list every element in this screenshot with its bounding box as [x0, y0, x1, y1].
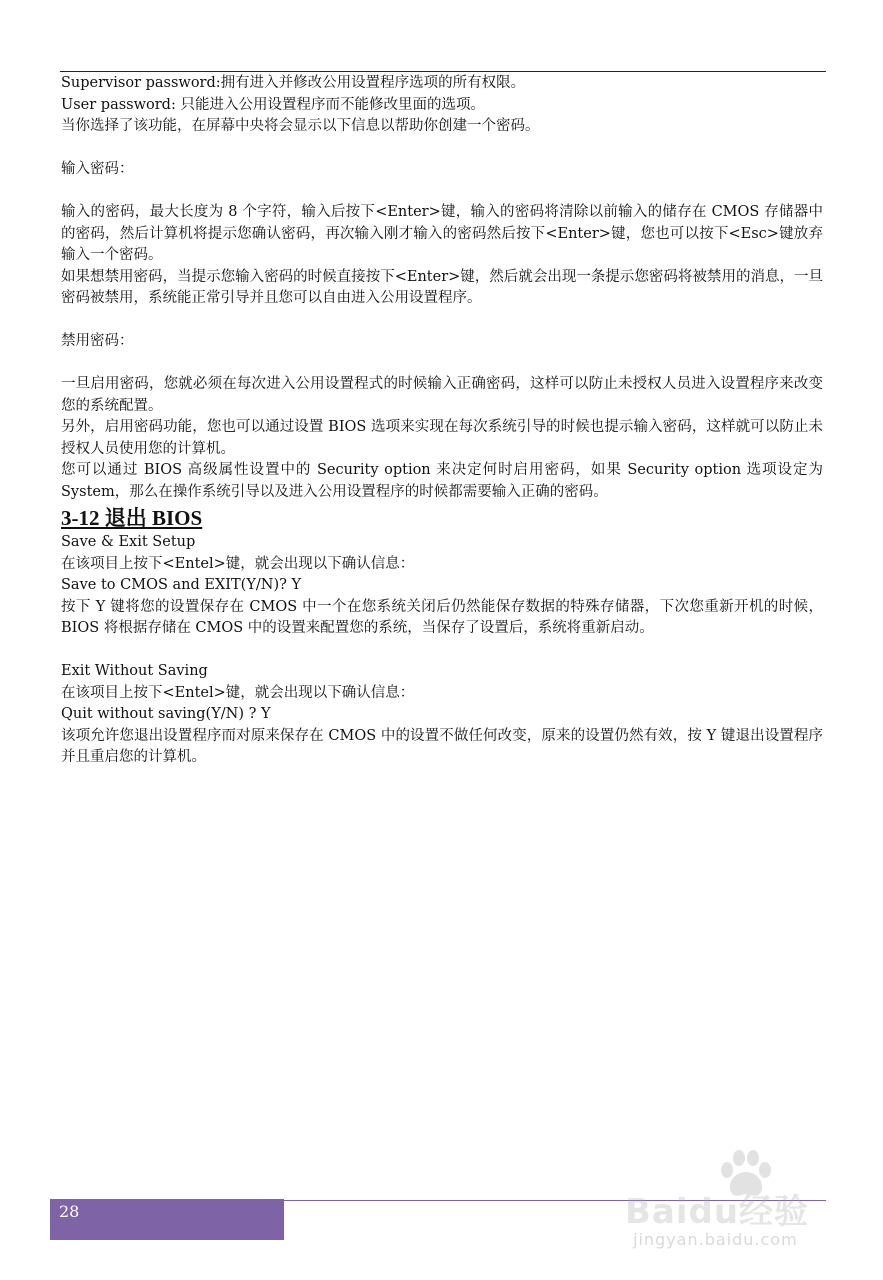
save-exit-instruction: 在该项目上按下<Entel>键，就会出现以下确认信息：	[61, 555, 415, 572]
watermark-brand: Baidu经验	[625, 1192, 810, 1232]
page-content	[61, 73, 823, 769]
exit-nosave-instruction: 在该项目上按下<Entel>键，就会出现以下确认信息：	[61, 684, 415, 701]
section-heading: 3-12 退出 BIOS	[61, 506, 203, 530]
create-password-intro: 当你选择了该功能，在屏幕中央将会显示以下信息以帮助你创建一个密码。	[61, 118, 540, 134]
enter-password-paragraph: 输入的密码，最大长度为 8 个字符，输入后按下<Enter>键，输入的密码将清除以前输入的储存在 CMOS 存储器中的密码，然后计算机将提示您确认密码，再次输入刚才输入的密码然后按下<Enter>键，您也可以按下<Esc>键放弃输入一个密码。	[61, 204, 823, 263]
save-exit-prompt: Save to CMOS and EXIT(Y/N)? Y	[61, 577, 302, 593]
password-paragraph: 您可以通过 BIOS 高级属性设置中的 Security option 来决定何时启用密码，如果 Security option 选项设定为 System，那么在操作系统引导以及进入公用设置程序的时候都需要输入正确的密码。	[61, 462, 823, 500]
header-rule	[60, 71, 826, 72]
exit-nosave-prompt: Quit without saving(Y/N) ? Y	[61, 706, 271, 722]
password-paragraph: 另外，启用密码功能，您也可以通过设置 BIOS 选项来实现在每次系统引导的时候也提示输入密码，这样就可以防止未授权人员使用您的计算机。	[61, 419, 823, 457]
password-paragraph: 一旦启用密码，您就必须在每次进入公用设置程式的时候输入正确密码，这样可以防止未授权人员进入设置程序来改变您的系统配置。	[61, 376, 823, 414]
watermark	[625, 1150, 835, 1255]
save-exit-description: 按下 Y 键将您的设置保存在 CMOS 中一个在您系统关闭后仍然能保存数据的特殊存储器，下次您重新开机的时候，BIOS 将根据存储在 CMOS 中的设置来配置您的系统，当保存了设置后，系统将重新启动。	[61, 598, 823, 636]
user-password-text: User password: 只能进入公用设置程序而不能修改里面的选项。	[61, 96, 485, 113]
exit-nosave-description: 该项允许您退出设置程序而对原来保存在 CMOS 中的设置不做任何改变，原来的设置仍然有效，按 Y 键退出设置程序并且重启您的计算机。	[61, 727, 823, 765]
disable-password-label: 禁用密码：	[61, 333, 134, 349]
enter-password-label: 输入密码：	[61, 161, 134, 177]
page-number: 28	[59, 1202, 80, 1221]
footer-bar	[50, 1199, 284, 1240]
save-exit-title: Save & Exit Setup	[61, 534, 196, 550]
watermark-url: jingyan.baidu.com	[633, 1230, 798, 1249]
disable-password-instructions: 如果想禁用密码，当提示您输入密码的时候直接按下<Enter>键，然后就会出现一条提示您密码将被禁用的消息，一旦密码被禁用，系统能正常引导并且您可以自由进入公用设置程序。	[61, 268, 823, 306]
supervisor-password-text: Supervisor password:拥有进入并修改公用设置程序选项的所有权限。	[61, 75, 526, 91]
exit-nosave-title: Exit Without Saving	[61, 663, 208, 679]
